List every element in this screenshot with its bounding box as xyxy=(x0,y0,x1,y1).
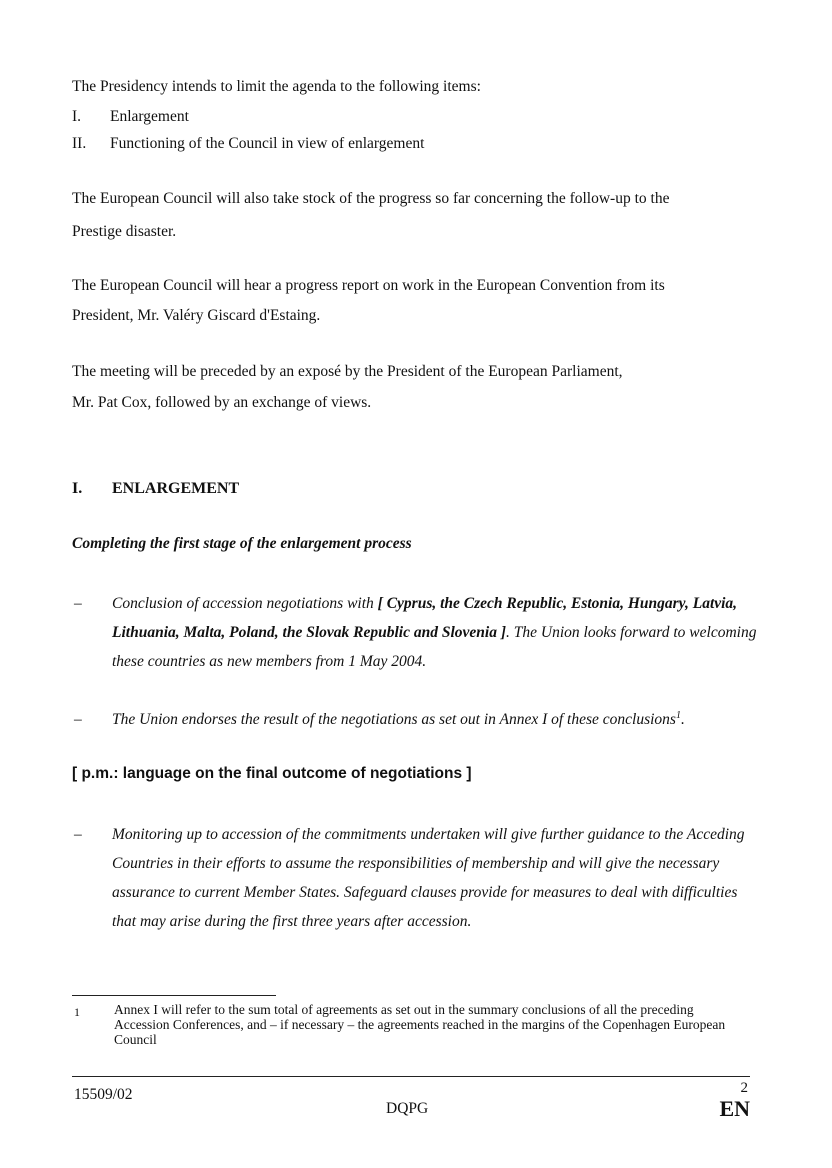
convention-paragraph-line-2: President, Mr. Valéry Giscard d'Estaing. xyxy=(72,307,321,324)
language-code: EN xyxy=(719,1096,750,1121)
convention-paragraph-line-1: The European Council will hear a progress report on work in the European Convention from its xyxy=(72,277,665,294)
bullet-2-text xyxy=(112,705,762,734)
document-number: 15509/02 xyxy=(74,1086,133,1103)
section-title: ENLARGEMENT xyxy=(112,480,240,497)
bullet-3-dash: – xyxy=(74,826,82,843)
department-code: DQPG xyxy=(386,1100,429,1117)
bullet-2-dash: – xyxy=(74,711,82,728)
footnote-text: Annex I will refer to the sum total of agreements as set out in the summary conclusions of all the preceding Accession Conferences, and – if necessary – the agreements reached in the margins of the Copenhagen European Council xyxy=(114,1002,726,1047)
agenda-item-1-text: Enlargement xyxy=(110,108,189,125)
footer-divider xyxy=(72,1076,750,1077)
footnote-reference: 1 xyxy=(675,709,681,721)
agenda-item-1-number: I. xyxy=(72,108,82,125)
expose-paragraph-line-2: Mr. Pat Cox, followed by an exchange of views. xyxy=(72,394,372,411)
prestige-paragraph-line-2: Prestige disaster. xyxy=(72,223,177,240)
subheading: Completing the first stage of the enlargement process xyxy=(72,535,412,552)
bullet-1-tail: . The Union looks forward to welcoming these countries as new members from 1 May 2004. xyxy=(112,624,757,670)
intro-text: The Presidency intends to limit the agenda to the following items: xyxy=(72,78,481,95)
bullet-3-text: Monitoring up to accession of the commitments undertaken will give further guidance to the Acceding Countries in their efforts to assume the responsibilities of membership and will give the necessary assurance to current Member States. Safeguard clauses provide for measures to deal with difficulties that may arise during the first three years after accession. xyxy=(112,826,745,930)
bullet-1-lead: Conclusion of accession negotiations with xyxy=(112,595,378,612)
prestige-paragraph-line-1: The European Council will also take stock of the progress so far concerning the follow-up to the xyxy=(72,190,670,207)
bullet-1-text xyxy=(112,589,762,676)
bullet-2-body: The Union endorses the result of the negotiations as set out in Annex I of these conclusions xyxy=(112,711,676,728)
expose-paragraph-line-1: The meeting will be preceded by an exposé by the President of the European Parliament, xyxy=(72,363,623,380)
section-number: I. xyxy=(72,480,83,497)
bullet-1-countries: [ Cyprus, the Czech Republic, Estonia, Hungary, Latvia, Lithuania, Malta, Poland, the Slovak Republic and Slovenia ] xyxy=(112,595,738,641)
footnote-divider xyxy=(72,995,276,996)
agenda-item-2-number: II. xyxy=(72,135,87,152)
pm-note: [ p.m.: language on the final outcome of negotiations ] xyxy=(72,765,472,782)
agenda-item-2-text: Functioning of the Council in view of enlargement xyxy=(110,135,425,152)
bullet-1-dash: – xyxy=(74,595,82,612)
page-number: 2 xyxy=(740,1080,748,1096)
footnote-number: 1 xyxy=(74,1005,80,1019)
bullet-2-end: . xyxy=(680,711,685,728)
